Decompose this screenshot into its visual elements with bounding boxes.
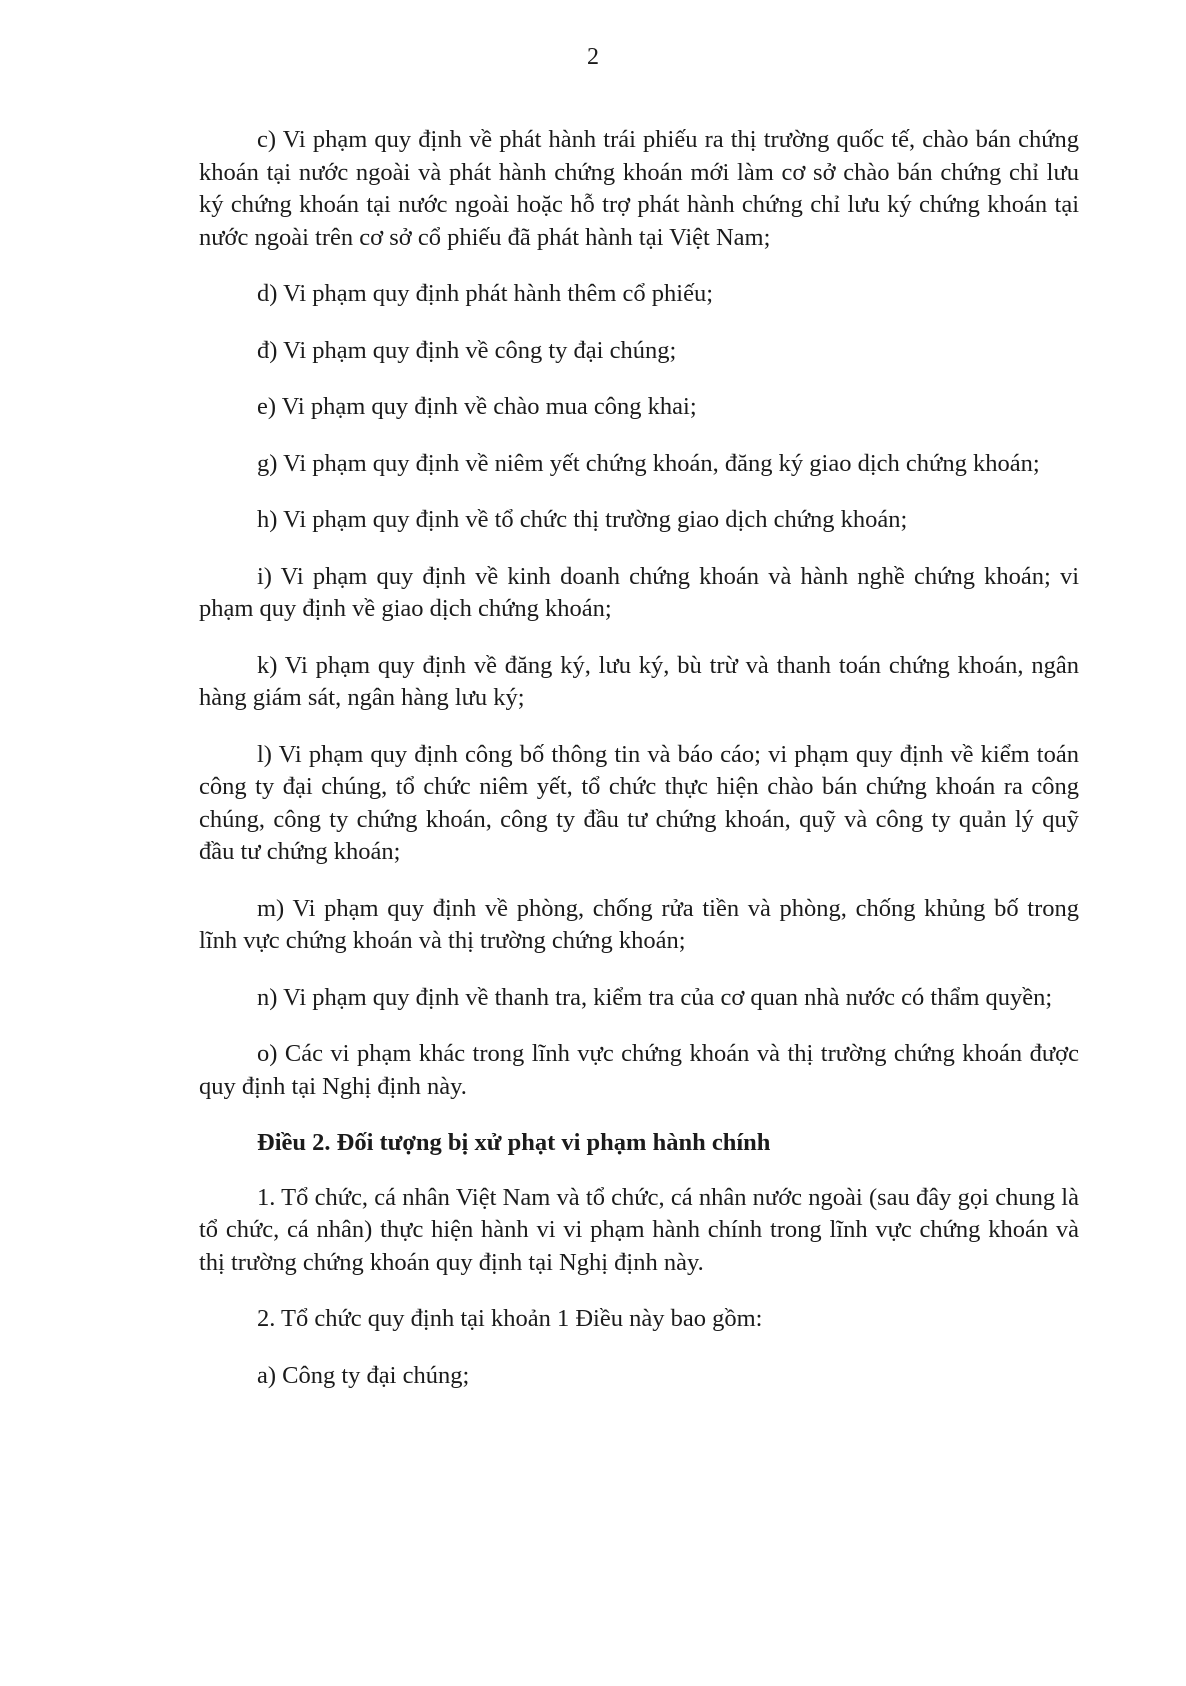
item-c: c) Vi phạm quy định về phát hành trái phiếu ra thị trường quốc tế, chào bán chứng khoán tại nước ngoài và phát hành chứng khoán mới làm cơ sở chào bán chứng chỉ lưu ký chứng khoán tại nước ngoài hoặc hỗ trợ phát hành chứng chỉ lưu ký chứng khoán tại nước ngoài trên cơ sở cổ phiếu đã phát hành tại Việt Nam; [199, 126, 1079, 251]
item-m: m) Vi phạm quy định về phòng, chống rửa tiền và phòng, chống khủng bố trong lĩnh vực chứng khoán và thị trường chứng khoán; [199, 894, 1079, 954]
item-dd: đ) Vi phạm quy định về công ty đại chúng; [257, 336, 677, 364]
document-body [199, 124, 1079, 1416]
item-e: e) Vi phạm quy định về chào mua công khai; [257, 393, 697, 420]
page-number: 2 [587, 44, 599, 70]
item-k: k) Vi phạm quy định về đăng ký, lưu ký, bù trừ và thanh toán chứng khoán, ngân hàng giám sát, ngân hàng lưu ký; [199, 651, 1079, 711]
article-2-clause-2: 2. Tổ chức quy định tại khoản 1 Điều này bao gồm: [257, 1305, 763, 1332]
article-2-item-a: a) Công ty đại chúng; [257, 1361, 470, 1389]
item-l: l) Vi phạm quy định công bố thông tin và báo cáo; vi phạm quy định về kiểm toán công ty đại chúng, tổ chức niêm yết, tổ chức thực hiện chào bán chứng khoán ra công chúng, công ty chứng khoán, công ty đầu tư chứng khoán, quỹ và công ty quản lý quỹ đầu tư chứng khoán; [199, 740, 1079, 865]
item-h: h) Vi phạm quy định về tổ chức thị trường giao dịch chứng khoán; [257, 506, 908, 533]
item-g: g) Vi phạm quy định về niêm yết chứng khoán, đăng ký giao dịch chứng khoán; [257, 449, 1040, 477]
article-2-clause-1: 1. Tổ chức, cá nhân Việt Nam và tổ chức, cá nhân nước ngoài (sau đây gọi chung là tổ chức, cá nhân) thực hiện hành vi vi phạm hành chính trong lĩnh vực chứng khoán và thị trường chứng khoán quy định tại Nghị định này. [199, 1183, 1079, 1276]
item-n: n) Vi phạm quy định về thanh tra, kiểm tra của cơ quan nhà nước có thẩm quyền; [257, 983, 1053, 1011]
item-o: o) Các vi phạm khác trong lĩnh vực chứng khoán và thị trường chứng khoán được quy định tại Nghị định này. [199, 1040, 1079, 1100]
item-d: d) Vi phạm quy định phát hành thêm cổ phiếu; [257, 280, 714, 307]
article-2-heading: Điều 2. Đối tượng bị xử phạt vi phạm hành chính [257, 1129, 771, 1156]
item-i: i) Vi phạm quy định về kinh doanh chứng khoán và hành nghề chứng khoán; vi phạm quy định về giao dịch chứng khoán; [199, 562, 1079, 622]
